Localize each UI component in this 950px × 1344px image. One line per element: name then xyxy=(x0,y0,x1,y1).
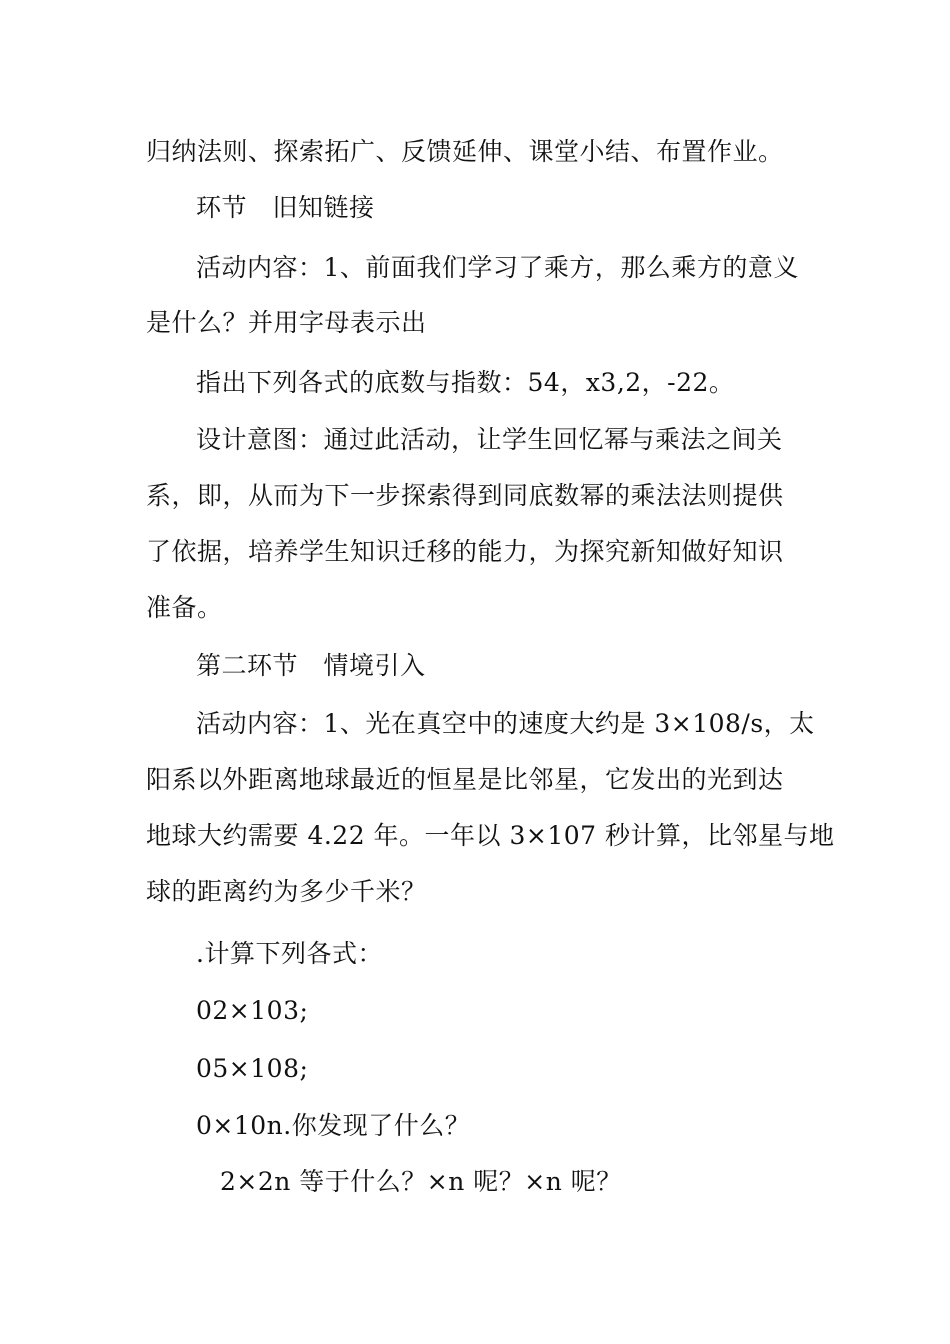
paragraph-line: 了依据，培养学生知识迁移的能力，为探究新知做好知识 xyxy=(146,537,784,566)
paragraph-line: 球的距离约为多少千米？ xyxy=(146,877,427,906)
formula-line: 05×108; xyxy=(196,1054,309,1083)
section-heading: 环节 旧知链接 xyxy=(196,193,375,222)
paragraph-line: 活动内容：1、光在真空中的速度大约是 3×108/s，太 xyxy=(196,709,815,738)
paragraph-line: 指出下列各式的底数与指数：54，x3,2，-22。 xyxy=(196,368,735,397)
paragraph-line: 活动内容：1、前面我们学习了乘方，那么乘方的意义 xyxy=(196,253,799,282)
formula-line: 02×103; xyxy=(196,996,309,1025)
paragraph-line: 系，即，从而为下一步探索得到同底数幂的乘法法则提供 xyxy=(146,481,784,510)
paragraph-line: 是什么？并用字母表示出 xyxy=(146,308,427,337)
paragraph-line: 归纳法则、探索拓广、反馈延伸、课堂小结、布置作业。 xyxy=(146,137,784,166)
paragraph-line: .计算下列各式： xyxy=(196,939,383,968)
section-heading: 第二环节 情境引入 xyxy=(196,651,426,680)
paragraph-line: 设计意图：通过此活动，让学生回忆幂与乘法之间关 xyxy=(196,425,783,454)
formula-line: 0×10n.你发现了什么？ xyxy=(196,1111,471,1140)
formula-line: 2×2n 等于什么？×n 呢？×n 呢？ xyxy=(220,1167,622,1196)
paragraph-line: 准备。 xyxy=(146,593,223,622)
paragraph-line: 阳系以外距离地球最近的恒星是比邻星，它发出的光到达 xyxy=(146,765,784,794)
paragraph-line: 地球大约需要 4.22 年。一年以 3×107 秒计算，比邻星与地 xyxy=(146,821,835,850)
